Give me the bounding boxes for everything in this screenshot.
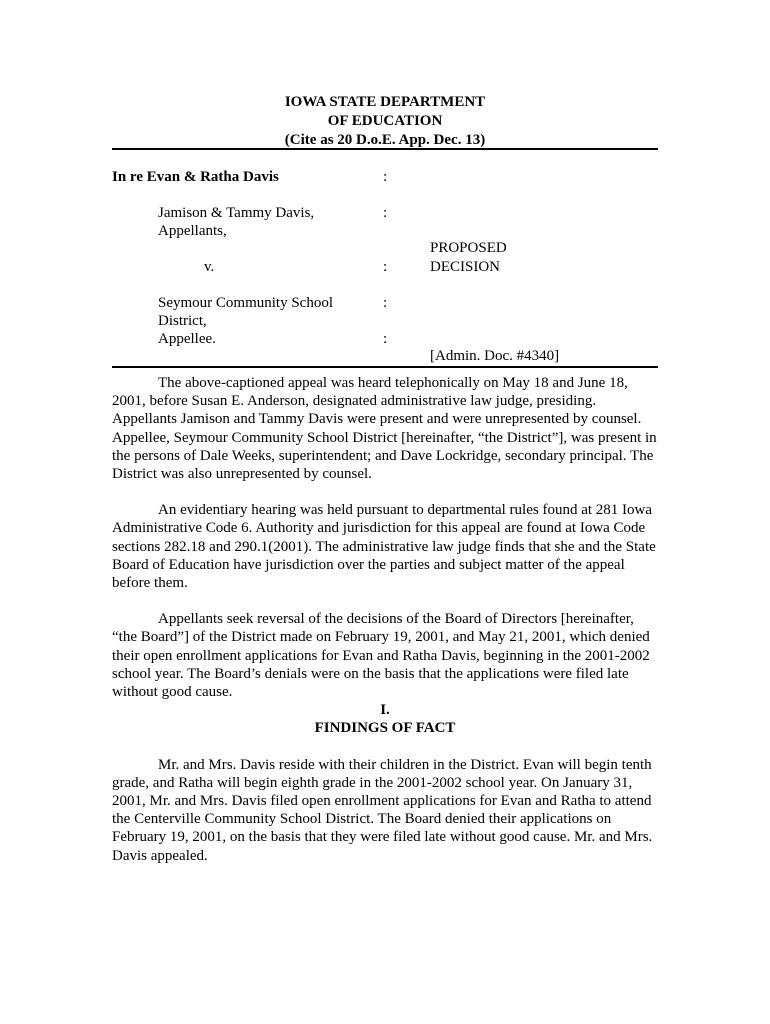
decision-label-line-2: DECISION xyxy=(430,259,500,275)
decision-label-line-1: PROPOSED xyxy=(430,240,507,256)
caption-divider xyxy=(112,366,658,368)
caption-separator: : xyxy=(383,295,388,311)
versus-label: v. xyxy=(204,259,215,275)
case-caption xyxy=(0,0,770,370)
appellee-name-line-1: Seymour Community School xyxy=(158,295,334,311)
caption-separator: : xyxy=(383,259,388,275)
caption-separator: : xyxy=(383,205,388,221)
case-title: In re Evan & Ratha Davis xyxy=(112,169,279,185)
appellee-name-line-2: District, xyxy=(158,313,207,329)
decision-body xyxy=(112,374,658,865)
header-citation: (Cite as 20 D.o.E. App. Dec. 13) xyxy=(284,132,486,148)
appellee-role: Appellee. xyxy=(158,331,216,347)
paragraph-jurisdiction: An evidentiary hearing was held pursuant to departmental rules found at 281 Iowa Administrative Code 6. Authority and jurisdiction for this appeal are found at Iowa Code sections 282.18 and 290.1(2001). The administrative law judge finds that she and the State Board of Education have jurisdiction over the parties and subject matter of the appeal before them. xyxy=(112,502,656,592)
appellants-name: Jamison & Tammy Davis, xyxy=(158,205,315,221)
section-title: FINDINGS OF FACT xyxy=(314,720,456,737)
caption-separator: : xyxy=(383,169,388,185)
section-number: I. xyxy=(380,702,390,719)
header-line-1: IOWA STATE DEPARTMENT xyxy=(284,94,486,110)
appellants-role: Appellants, xyxy=(158,223,227,239)
paragraph-findings: Mr. and Mrs. Davis reside with their children in the District. Evan will begin tenth grade, and Ratha will begin eighth grade in the 2001-2002 school year. On January 31, 2001, Mr. and Mrs. Davis filed open enrollment applications for Evan and Ratha to attend the Centerville Community School District. The Board denied their applications on February 19, 2001, on the basis that they were filed late without good cause. Mr. and Mrs. Davis appealed. xyxy=(112,756,653,864)
caption-separator: : xyxy=(383,331,388,347)
header-line-2: OF EDUCATION xyxy=(327,113,443,129)
admin-doc-number: [Admin. Doc. #4340] xyxy=(430,348,560,364)
paragraph-relief-sought: Appellants seek reversal of the decisions of the Board of Directors [hereinafter, “the Board”] of the District made on February 19, 2001, and May 21, 2001, which denied their open enrollment applications for Evan and Ratha Davis, beginning in the 2001-2002 school year. The Board’s denials were on the basis that the applications were filed late without good cause. xyxy=(112,611,650,701)
paragraph-hearing: The above-captioned appeal was heard telephonically on May 18 and June 18, 2001, before Susan E. Anderson, designated administrative law judge, presiding. Appellants Jamison and Tammy Davis were present and were unrepresented by counsel. Appellee, Seymour Community School District [hereinafter, “the District”], was present in the persons of Dale Weeks, superintendent; and Dave Lockridge, secondary principal. The District was also unrepresented by counsel. xyxy=(112,375,657,483)
